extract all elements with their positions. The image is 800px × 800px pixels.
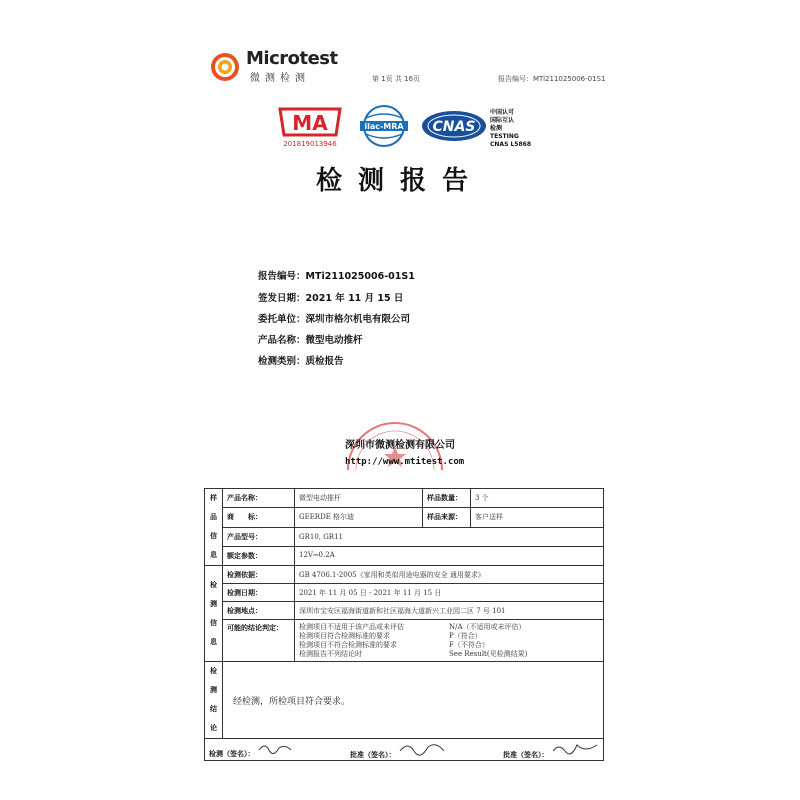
company-name: 深圳市微测检测有限公司 <box>345 440 455 451</box>
ilac-globe-icon <box>356 104 412 148</box>
brand-name: Microtest <box>246 48 338 69</box>
side-char: 论 <box>210 724 217 732</box>
meta-label: 报告编号： <box>258 271 306 282</box>
microtest-logo-icon <box>210 52 240 82</box>
side-char: 检 <box>210 580 217 589</box>
report-info-table <box>204 488 604 761</box>
judgement-label: 可能的结论判定： <box>223 620 295 662</box>
cma-mark-icon <box>270 105 350 149</box>
meta-report-number <box>258 268 415 282</box>
handwritten-signature-icon <box>551 739 599 757</box>
brand-value: GEERDE 格尔迪 <box>295 508 423 527</box>
table-row <box>205 489 604 508</box>
side-char: 检 <box>210 667 217 675</box>
judgement-desc: 检测项目不适用于该产品或未评估 <box>299 622 404 631</box>
cma-label: MA <box>292 111 328 135</box>
cnas-line: CNAS L5868 <box>490 141 532 148</box>
side-char: 结 <box>210 705 217 713</box>
table-row <box>205 546 604 565</box>
cnas-accreditation-text <box>490 109 531 149</box>
side-char: 样 <box>210 494 217 502</box>
cma-logo <box>270 105 350 149</box>
product-name-value: 微型电动推杆 <box>295 489 423 508</box>
company-website: http://www.mtitest.com <box>345 457 465 467</box>
side-char: 信 <box>210 532 217 540</box>
conclusion-side-label <box>205 662 223 739</box>
reviewer-signature <box>503 739 599 760</box>
cnas-label: CNAS <box>432 119 476 135</box>
meta-label: 签发日期： <box>258 293 306 304</box>
test-date-label: 检测日期： <box>223 584 295 602</box>
document-title: 检测报告 <box>315 166 484 196</box>
meta-value: MTi211025006-01S1 <box>305 271 415 282</box>
side-char: 息 <box>210 551 217 559</box>
tester-signature <box>209 740 293 759</box>
reviewer-label: 批准（签名）： <box>503 751 549 759</box>
meta-value: 质检报告 <box>305 356 344 367</box>
judgement-code: N/A（不适用或未评估） <box>449 622 526 631</box>
brand-label: 商 标： <box>223 508 295 527</box>
handwritten-signature-icon <box>398 739 446 757</box>
rating-value: 12V⎓0.2A <box>295 546 604 565</box>
table-row <box>205 662 604 739</box>
side-char: 测 <box>210 686 217 694</box>
ilac-label: ilac-MRA <box>364 122 404 131</box>
rating-label: 额定参数： <box>223 546 295 565</box>
approver-label: 批准（签名）： <box>350 751 396 759</box>
meta-value: 微型电动推杆 <box>305 335 363 346</box>
tester-label: 检测（签名）： <box>209 750 255 758</box>
test-date-value: 2021 年 11 月 05 日 - 2021 年 11 月 15 日 <box>295 584 604 602</box>
sample-info-side-label <box>205 489 223 566</box>
table-row <box>205 620 604 662</box>
conclusion-text: 经检测，所检项目符合要求。 <box>223 662 604 739</box>
table-row <box>205 602 604 620</box>
table-row <box>205 739 604 761</box>
judgement-desc: 检测项目符合检测标准的要求 <box>299 631 390 640</box>
page-info: 第 1页 共 16页 <box>372 75 421 83</box>
judgement-desc: 检测项目不符合检测标准的要求 <box>299 640 397 649</box>
test-place-value: 深圳市宝安区福海街道新和社区福海大道新兴工业园二区 7 号 101 <box>295 602 604 620</box>
header-report-number: 报告编号：MTi211025006-01S1 <box>498 75 606 83</box>
cnas-logo <box>420 109 488 143</box>
meta-label: 检测类别： <box>258 356 306 367</box>
sample-qty-value: 3 个 <box>471 489 604 508</box>
handwritten-signature-icon <box>257 740 293 756</box>
meta-issue-date <box>258 290 403 304</box>
cnas-mark-icon <box>420 109 488 143</box>
table-row <box>205 527 604 546</box>
cnas-line: 检测 <box>490 125 503 132</box>
judgement-list <box>295 620 604 662</box>
side-char: 品 <box>210 513 217 521</box>
meta-label: 委托单位： <box>258 314 306 325</box>
meta-client <box>258 311 410 325</box>
meta-product-name <box>258 332 363 346</box>
table-row <box>205 584 604 602</box>
test-info-side-label <box>205 566 223 662</box>
cnas-line: 中国认可 <box>490 109 515 116</box>
model-value: GR10, GR11 <box>295 527 604 546</box>
signature-row <box>205 739 604 761</box>
judgement-code: P（符合） <box>449 631 482 640</box>
sample-source-label: 样品来源： <box>423 508 471 527</box>
meta-value: 深圳市格尔机电有限公司 <box>305 314 411 325</box>
sample-qty-label: 样品数量： <box>423 489 471 508</box>
table-row <box>205 508 604 527</box>
judgement-code: F（不符合） <box>449 640 489 649</box>
product-name-label: 产品名称： <box>223 489 295 508</box>
table-row <box>205 566 604 584</box>
judgement-desc: 检测报告不列结论时 <box>299 649 362 658</box>
judgement-code: See Result(见检测结果) <box>449 649 528 658</box>
side-char: 测 <box>210 599 217 608</box>
test-place-label: 检测地点： <box>223 602 295 620</box>
basis-label: 检测依据： <box>223 566 295 584</box>
side-char: 信 <box>210 618 217 627</box>
ilac-mra-logo <box>356 104 412 148</box>
sample-source-value: 客户送样 <box>471 508 604 527</box>
meta-label: 产品名称： <box>258 335 306 346</box>
basis-value: GB 4706.1-2005《家用和类似用途电器的安全 通用要求》 <box>295 566 604 584</box>
cma-number: 201819013946 <box>283 140 337 148</box>
cnas-line: TESTING <box>490 133 519 140</box>
side-char: 息 <box>210 637 217 646</box>
brand-chinese-name: 微测检测 <box>250 73 310 84</box>
meta-value: 2021 年 11 月 15 日 <box>305 293 404 304</box>
model-label: 产品型号： <box>223 527 295 546</box>
meta-test-category <box>258 353 344 367</box>
approver-signature <box>350 739 446 760</box>
cnas-line: 国际互认 <box>490 117 515 124</box>
